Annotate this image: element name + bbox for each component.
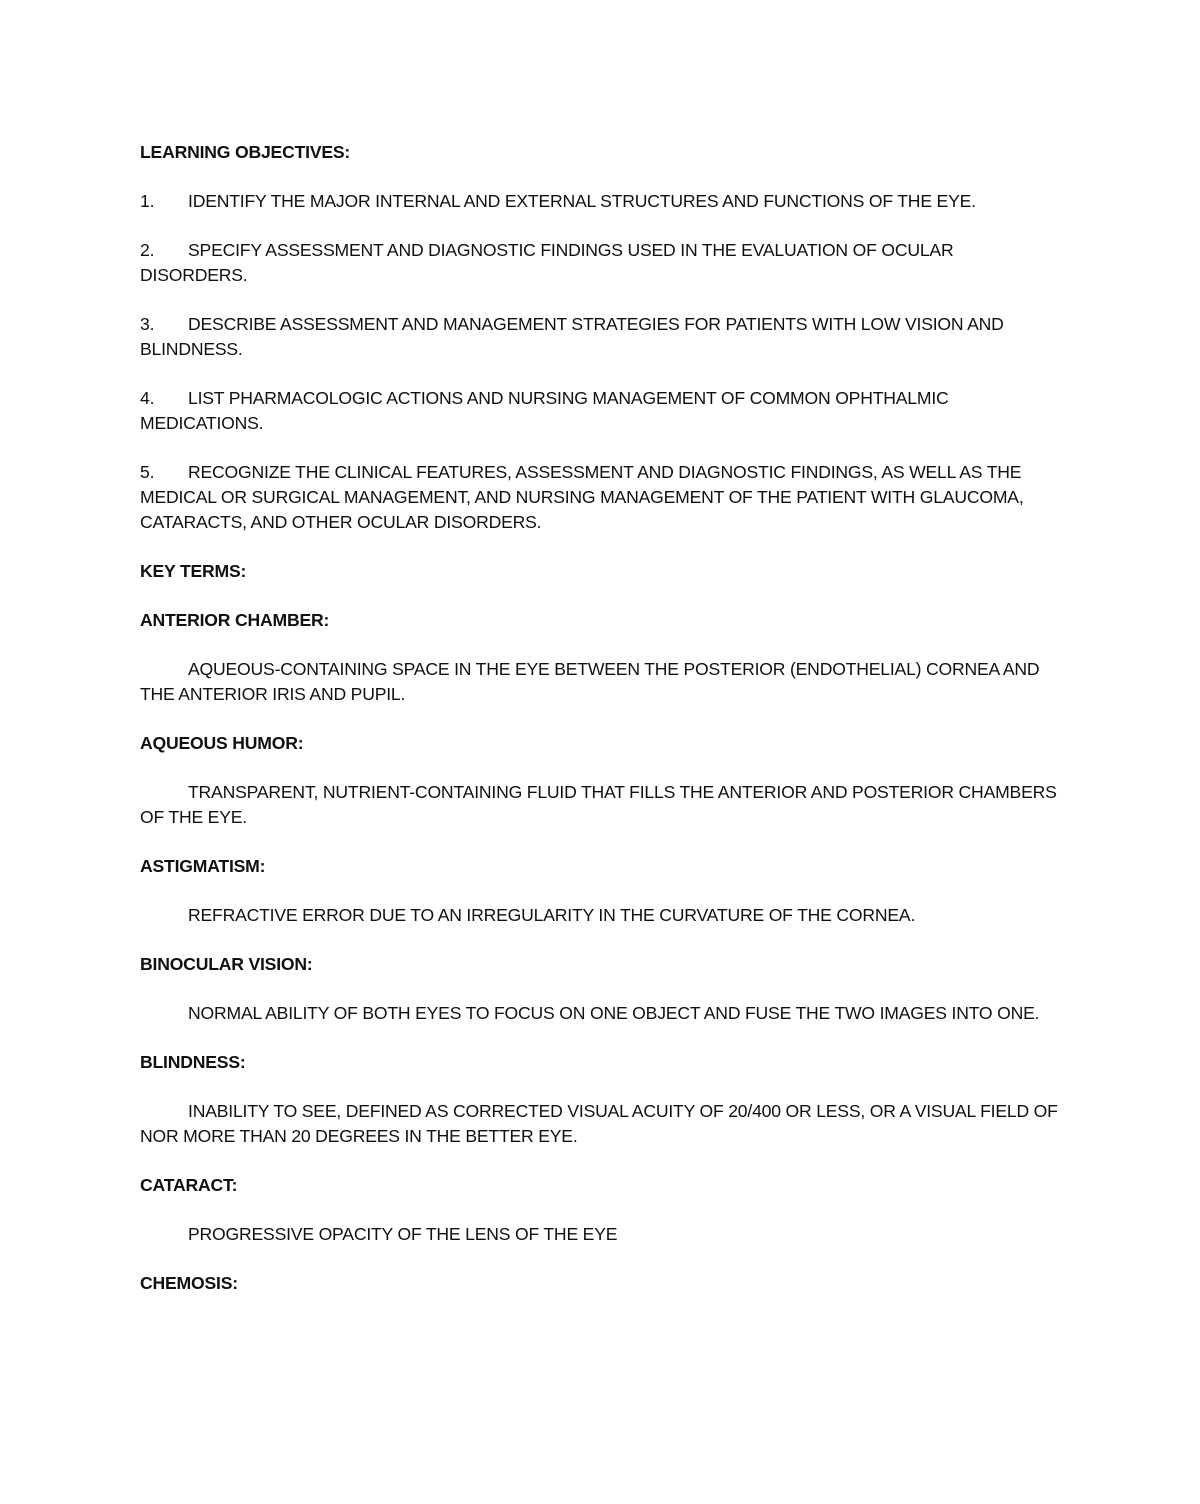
definition-anterior-chamber: AQUEOUS-CONTAINING SPACE IN THE EYE BETWEEN THE POSTERIOR (ENDOTHELIAL) CORNEA AND THE ANTERIOR IRIS AND PUPIL.: [140, 659, 1040, 704]
term-anterior-chamber: ANTERIOR CHAMBER:: [140, 610, 330, 630]
objective-item: [140, 386, 1060, 436]
objective-text: IDENTIFY THE MAJOR INTERNAL AND EXTERNAL STRUCTURES AND FUNCTIONS OF THE EYE.: [188, 191, 976, 211]
term-astigmatism: ASTIGMATISM:: [140, 856, 266, 876]
objective-text: DESCRIBE ASSESSMENT AND MANAGEMENT STRATEGIES FOR PATIENTS WITH LOW VISION AND BLINDNESS.: [140, 314, 1004, 359]
key-terms-list: [140, 608, 1060, 1296]
objective-text: SPECIFY ASSESSMENT AND DIAGNOSTIC FINDINGS USED IN THE EVALUATION OF OCULAR DISORDERS.: [140, 240, 954, 285]
document-page: [140, 140, 1060, 1320]
definition-astigmatism: REFRACTIVE ERROR DUE TO AN IRREGULARITY IN THE CURVATURE OF THE CORNEA.: [188, 905, 916, 925]
term-binocular-vision: BINOCULAR VISION:: [140, 954, 313, 974]
objective-number: 2.: [140, 240, 155, 260]
objective-text: RECOGNIZE THE CLINICAL FEATURES, ASSESSMENT AND DIAGNOSTIC FINDINGS, AS WELL AS THE MEDICAL OR SURGICAL MANAGEMENT, AND NURSING MANAGEMENT OF THE PATIENT WITH GLAUCOMA, CATARACTS, AND OTHER OCULAR DISORDERS.: [140, 462, 1024, 532]
definition-blindness: INABILITY TO SEE, DEFINED AS CORRECTED VISUAL ACUITY OF 20/400 OR LESS, OR A VISUAL FIELD OF NOR MORE THAN 20 DEGREES IN THE BETTER EYE.: [140, 1101, 1058, 1146]
objective-text: LIST PHARMACOLOGIC ACTIONS AND NURSING MANAGEMENT OF COMMON OPHTHALMIC MEDICATIONS.: [140, 388, 949, 433]
term-aqueous-humor: AQUEOUS HUMOR:: [140, 733, 304, 753]
definition-cataract: PROGRESSIVE OPACITY OF THE LENS OF THE EYE: [188, 1224, 618, 1244]
objective-number: 4.: [140, 388, 155, 408]
definition-binocular-vision: NORMAL ABILITY OF BOTH EYES TO FOCUS ON ONE OBJECT AND FUSE THE TWO IMAGES INTO ONE.: [188, 1003, 1040, 1023]
objective-item: [140, 312, 1060, 362]
objective-number: 3.: [140, 314, 155, 334]
objectives-list: [140, 189, 1060, 535]
objective-number: 5.: [140, 462, 155, 482]
key-terms-heading: KEY TERMS:: [140, 561, 247, 581]
objective-number: 1.: [140, 191, 155, 211]
objective-item: [140, 238, 1060, 288]
term-cataract: CATARACT:: [140, 1175, 238, 1195]
term-blindness: BLINDNESS:: [140, 1052, 246, 1072]
definition-aqueous-humor: TRANSPARENT, NUTRIENT-CONTAINING FLUID THAT FILLS THE ANTERIOR AND POSTERIOR CHAMBERS OF THE EYE.: [140, 782, 1057, 827]
term-chemosis: CHEMOSIS:: [140, 1273, 238, 1293]
objective-item: [140, 460, 1060, 535]
learning-objectives-heading: LEARNING OBJECTIVES:: [140, 142, 351, 162]
objective-item: [140, 189, 1060, 214]
